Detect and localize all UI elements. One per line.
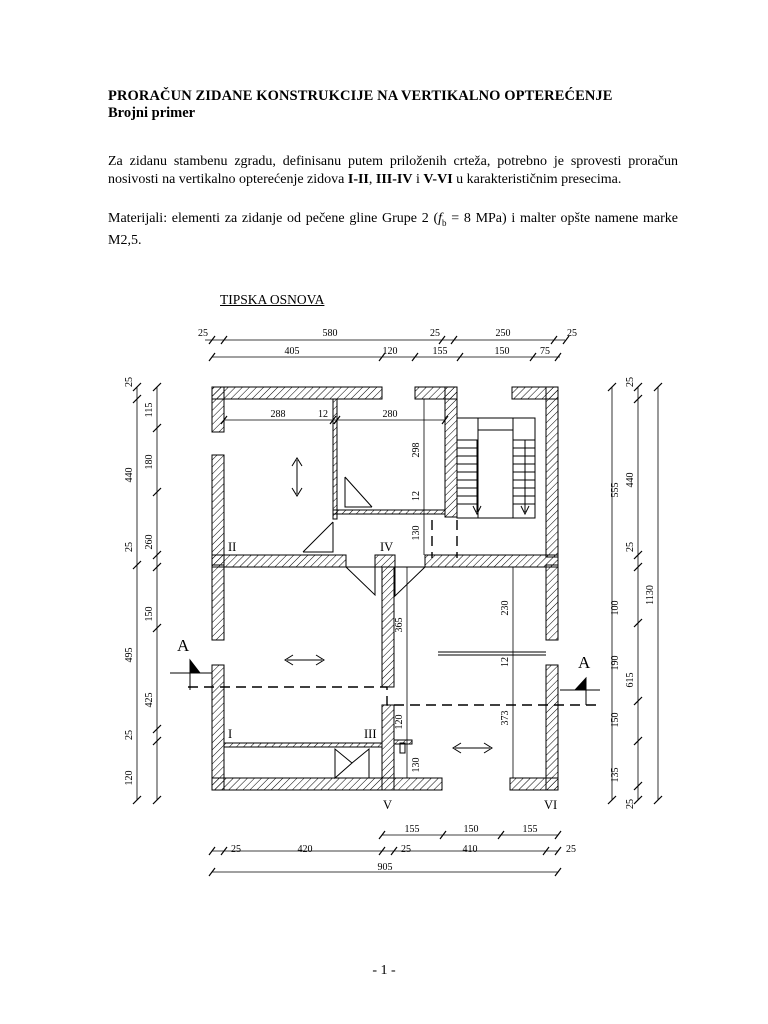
dim-bottom-lower-4: 410 — [462, 844, 478, 855]
dim-right-2: 25 — [625, 542, 636, 552]
wall-v-vi: V-VI — [423, 172, 453, 187]
dim-room-2: 12 — [318, 409, 328, 420]
stair — [457, 418, 535, 518]
dim-left-4: 260 — [144, 534, 155, 550]
dim-bottom-lower-3: 25 — [401, 844, 411, 855]
dim-right-total-4: 1130 — [645, 585, 656, 605]
dim-bottom-upper-3: 155 — [522, 824, 538, 835]
dim-inner-7: 230 — [500, 600, 511, 616]
task-paragraph: Za zidanu stambenu zgradu, definisanu putem priloženih crteža, potrebno je sprovesti proračun nosivosti na vertikalno opterećenje zidova I-II, III-IV i V-VI u karakterističnim presecima. — [108, 154, 678, 187]
dim-room-3: 280 — [382, 409, 398, 420]
materials-paragraph: Materijali: elementi za zidanje od pečene gline Grupe 2 ($f_b = 8$ MPa) i malter opšte namene marke M2,5. — [108, 211, 678, 248]
dim-left-6: 150 — [144, 606, 155, 622]
dim-top-outer-2: 580 — [322, 328, 338, 339]
section-label-right: A — [578, 653, 591, 672]
dim-bottom-total: 905 — [377, 862, 393, 873]
wall-label-vi: VI — [544, 798, 558, 812]
doors — [303, 477, 546, 778]
dim-inner-9: 373 — [500, 710, 511, 726]
wall-i-ii: I-II — [347, 172, 369, 187]
dim-right-3: 100 — [610, 600, 621, 616]
dim-right-7: 25 — [625, 799, 636, 809]
dim-top-inner-4: 150 — [494, 346, 510, 357]
dim-right-total-1: 440 — [625, 472, 636, 488]
dim-left-9: 120 — [124, 770, 135, 786]
dim-inner-8: 12 — [500, 657, 511, 667]
dim-left-5: 25 — [124, 542, 135, 552]
wall-label-i: I — [228, 727, 233, 741]
wall-label-v: V — [383, 798, 393, 812]
page-number: - 1 - — [372, 963, 396, 978]
wall-label-iii: III — [364, 727, 377, 741]
dim-left-total-2: 495 — [124, 647, 135, 663]
dim-bottom-lower-1: 25 — [231, 844, 241, 855]
dim-bottom-upper-1: 155 — [404, 824, 420, 835]
dim-inner-5: 120 — [394, 714, 405, 730]
dim-right-4: 190 — [610, 655, 621, 671]
dim-top-inner-5: 75 — [540, 346, 550, 357]
dim-inner-1: 298 — [411, 442, 422, 458]
dim-bottom-lower-2: 420 — [297, 844, 313, 855]
dim-top-outer-5: 25 — [567, 328, 577, 339]
dim-right-total-2: 555 — [610, 482, 621, 498]
dim-bottom-lower-5: 25 — [566, 844, 576, 855]
dim-right-6: 135 — [610, 767, 621, 783]
dim-left-2: 115 — [144, 402, 155, 418]
dim-inner-3: 130 — [411, 525, 422, 541]
dim-room-1: 288 — [270, 409, 286, 420]
wall-label-ii: II — [228, 540, 237, 554]
dim-left-1: 25 — [124, 377, 135, 387]
dim-top-outer-4: 250 — [495, 328, 511, 339]
dim-right-1: 25 — [625, 377, 636, 387]
dim-right-total-3: 615 — [625, 672, 636, 688]
plan-caption: TIPSKA OSNOVA — [220, 292, 325, 307]
walls — [212, 387, 558, 790]
dim-top-outer-3: 25 — [430, 328, 440, 339]
document-subtitle: Brojni primer — [108, 105, 196, 121]
dim-inner-2: 12 — [411, 491, 422, 501]
dim-inner-6: 130 — [411, 757, 422, 773]
dim-top-inner-2: 120 — [382, 346, 398, 357]
dim-top-inner-1: 405 — [284, 346, 300, 357]
dim-bottom-upper-2: 150 — [463, 824, 479, 835]
wall-label-iv: IV — [380, 540, 394, 554]
section-label-left: A — [177, 636, 190, 655]
dim-left-8: 25 — [124, 730, 135, 740]
dim-inner-4: 365 — [394, 617, 405, 633]
dim-top-outer-1: 25 — [198, 328, 208, 339]
dim-left-7: 425 — [144, 692, 155, 708]
document-title: PRORAČUN ZIDANE KONSTRUKCIJE NA VERTIKALNO OPTEREĆENJE — [108, 88, 613, 104]
wall-iii-iv: III-IV — [375, 172, 413, 187]
dim-left-3: 180 — [144, 454, 155, 470]
dim-left-total-1: 440 — [124, 467, 135, 483]
dim-top-inner-3: 155 — [432, 346, 448, 357]
dim-right-5: 150 — [610, 712, 621, 728]
